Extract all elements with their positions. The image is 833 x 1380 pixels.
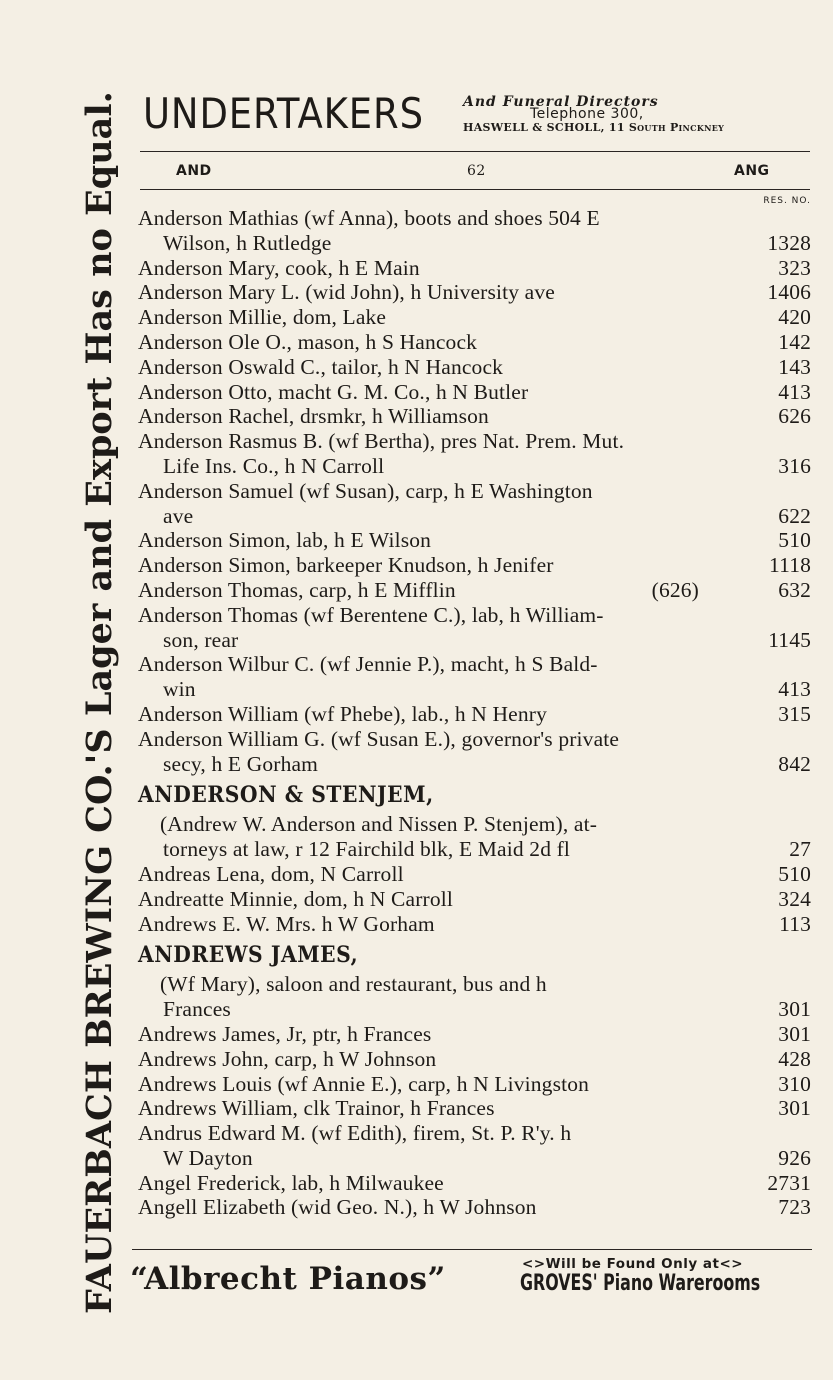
entry-text: Andrews William, clk Trainor, h Frances xyxy=(138,1096,495,1121)
residence-number: 626 xyxy=(778,404,811,429)
entry-text: son, rear xyxy=(163,627,239,652)
directory-entry xyxy=(138,1047,811,1072)
entry-line xyxy=(138,702,811,727)
entry-continuation-line xyxy=(138,752,811,777)
entry-line xyxy=(138,1195,811,1220)
entry-line xyxy=(138,479,811,504)
residence-number: 301 xyxy=(778,1021,811,1046)
directory-entry xyxy=(138,380,811,405)
residence-number: 316 xyxy=(778,453,811,478)
entry-text: win xyxy=(163,677,196,702)
entry-text: Anderson Otto, macht G. M. Co., h N Butler xyxy=(138,379,529,404)
entry-text: Wilson, h Rutledge xyxy=(163,230,332,255)
residence-number: 142 xyxy=(778,329,811,354)
entry-line xyxy=(138,280,811,305)
directory-entry xyxy=(138,887,811,912)
entry-line xyxy=(138,1072,811,1097)
entry-line xyxy=(138,355,811,380)
directory-entry xyxy=(138,1072,811,1097)
entry-line xyxy=(138,528,811,553)
residence-number: 842 xyxy=(778,751,811,776)
entry-continuation-line xyxy=(138,454,811,479)
entry-text: Anderson Oswald C., tailor, h N Hancock xyxy=(138,354,504,379)
residence-number: 1145 xyxy=(768,627,811,652)
residence-number: 323 xyxy=(778,255,811,280)
entry-line xyxy=(138,330,811,355)
residence-number: 143 xyxy=(778,354,811,379)
entry-text: Angel Frederick, lab, h Milwaukee xyxy=(138,1170,444,1195)
directory-entry xyxy=(138,256,811,281)
running-head-right: ANG xyxy=(734,163,770,179)
residence-number: 428 xyxy=(778,1046,811,1071)
telephone-line: Telephone 300, xyxy=(530,106,644,122)
residence-number: 413 xyxy=(778,677,811,702)
directory-entry xyxy=(138,1121,811,1171)
directory-entry xyxy=(138,206,811,256)
entry-line xyxy=(138,862,811,887)
residence-number: 926 xyxy=(778,1145,811,1170)
side-advertisement-text: FAUERBACH BREWING CO.'S Lager and Export Has no Equal. xyxy=(79,91,120,1314)
residence-number: 622 xyxy=(778,503,811,528)
entry-line xyxy=(138,380,811,405)
entry-text: Anderson Simon, barkeeper Knudson, h Jenifer xyxy=(138,553,554,578)
directory-entry xyxy=(138,479,811,529)
entry-text: Andreas Lena, dom, N Carroll xyxy=(138,861,404,886)
residence-number: 1406 xyxy=(767,280,811,305)
entry-text: Life Ins. Co., h N Carroll xyxy=(163,453,385,478)
residence-number: 2731 xyxy=(767,1170,811,1195)
entry-text: Andreatte Minnie, dom, h N Carroll xyxy=(138,886,453,911)
residence-number: 27 xyxy=(789,837,811,862)
undertakers-title: UNDERTAKERS xyxy=(143,89,424,138)
directory-entry xyxy=(138,355,811,380)
firm-heading: ANDREWS JAMES, xyxy=(138,942,359,969)
entry-line xyxy=(138,1096,811,1121)
residence-number: 510 xyxy=(778,861,811,886)
directory-entry xyxy=(138,528,811,553)
entry-text: Anderson Ole O., mason, h S Hancock xyxy=(138,329,478,354)
running-head-rule xyxy=(140,189,810,190)
entry-line xyxy=(138,578,811,603)
entry-line xyxy=(138,429,811,454)
entry-text: Anderson Thomas, carp, h E Mifflin xyxy=(138,577,456,602)
directory-entry xyxy=(138,1022,811,1047)
entry-text: Anderson Rasmus B. (wf Bertha), pres Nat. Prem. Mut. xyxy=(138,429,625,454)
footer-rule xyxy=(132,1249,812,1250)
entry-text: Angell Elizabeth (wid Geo. N.), h W Johnson xyxy=(138,1195,537,1220)
entry-line xyxy=(138,305,811,330)
residence-number: 632 xyxy=(778,577,811,602)
directory-listing xyxy=(138,206,811,1220)
entry-line xyxy=(138,553,811,578)
entry-line xyxy=(138,887,811,912)
entry-continuation-line xyxy=(138,837,811,862)
entry-text: Anderson Wilbur C. (wf Jennie P.), macht, h S Bald- xyxy=(138,652,598,677)
entry-text: torneys at law, r 12 Fairchild blk, E Maid 2d fl xyxy=(163,837,571,862)
entry-line xyxy=(138,652,811,677)
groves-warerooms: GROVES' Piano Warerooms xyxy=(520,1271,761,1296)
entry-text: ave xyxy=(163,503,194,528)
directory-entry xyxy=(138,280,811,305)
entry-text: (Wf Mary), saloon and restaurant, bus and h xyxy=(160,972,547,997)
directory-entry xyxy=(138,912,811,937)
directory-entry xyxy=(138,862,811,887)
entry-text: Anderson Mary, cook, h E Main xyxy=(138,255,420,280)
entry-continuation-line xyxy=(138,1146,811,1171)
residence-number: 1328 xyxy=(767,230,811,255)
albrecht-pianos-ad: “Albrecht Pianos” xyxy=(130,1261,446,1297)
entry-line xyxy=(138,603,811,628)
alternate-residence-number: (626) xyxy=(651,577,699,602)
entry-line xyxy=(138,1022,811,1047)
directory-entry xyxy=(138,305,811,330)
directory-entry xyxy=(138,1195,811,1220)
residence-number: 301 xyxy=(778,997,811,1022)
ornament-right-icon: <> xyxy=(719,1256,744,1272)
entry-text: Andrews John, carp, h W Johnson xyxy=(138,1046,437,1071)
entry-line xyxy=(138,972,811,997)
residence-number: 723 xyxy=(778,1195,811,1220)
directory-entry xyxy=(138,652,811,702)
entry-text: Andrews E. W. Mrs. h W Gorham xyxy=(138,911,435,936)
entry-continuation-line xyxy=(138,504,811,529)
entry-continuation-line xyxy=(138,677,811,702)
directory-entry xyxy=(138,429,811,479)
directory-entry xyxy=(138,404,811,429)
entry-line xyxy=(138,1047,811,1072)
page-number: 62 xyxy=(467,163,486,179)
side-advertisement xyxy=(75,92,125,1314)
residence-number: 1118 xyxy=(768,553,811,578)
directory-entry xyxy=(138,702,811,727)
footer-advertisement xyxy=(130,1256,810,1302)
entry-continuation-line xyxy=(138,231,811,256)
entry-text: Andrews Louis (wf Annie E.), carp, h N Livingston xyxy=(138,1071,590,1096)
directory-entry xyxy=(138,578,811,603)
page-header-advertisement xyxy=(140,90,815,140)
directory-entry xyxy=(138,603,811,653)
entry-text: secy, h E Gorham xyxy=(163,751,319,776)
residence-number: 113 xyxy=(779,911,811,936)
directory-entry xyxy=(138,727,811,777)
entry-text: Andrews James, Jr, ptr, h Frances xyxy=(138,1021,432,1046)
entry-line xyxy=(138,404,811,429)
directory-entry xyxy=(138,1171,811,1196)
residence-number: 420 xyxy=(778,305,811,330)
residence-number: 301 xyxy=(778,1096,811,1121)
header-rule xyxy=(140,151,810,152)
residence-number: 310 xyxy=(778,1071,811,1096)
entry-text: Anderson William (wf Phebe), lab., h N Henry xyxy=(138,701,547,726)
address-line: HASWELL & SCHOLL, 11 South Pinckney xyxy=(463,121,725,134)
entry-text: Anderson Millie, dom, Lake xyxy=(138,305,387,330)
entry-text: Anderson Mathias (wf Anna), boots and shoes 504 E xyxy=(138,206,600,230)
entry-line xyxy=(138,1121,811,1146)
entry-text: Anderson Simon, lab, h E Wilson xyxy=(138,528,432,553)
ornament-left-icon: <> xyxy=(522,1256,546,1272)
entry-continuation-line xyxy=(138,628,811,653)
entry-continuation-line xyxy=(138,997,811,1022)
directory-entry xyxy=(138,330,811,355)
directory-entry xyxy=(138,553,811,578)
entry-text: Frances xyxy=(163,997,231,1022)
entry-line xyxy=(138,727,811,752)
firm-heading: ANDERSON & STENJEM, xyxy=(138,782,434,809)
residence-number: 413 xyxy=(778,379,811,404)
residence-number: 315 xyxy=(778,701,811,726)
entry-text: Andrus Edward M. (wf Edith), firem, St. P. R'y. h xyxy=(138,1121,572,1146)
res-no-label: RES. NO. xyxy=(763,196,811,206)
entry-text: (Andrew W. Anderson and Nissen P. Stenjem), at- xyxy=(160,812,597,837)
entry-line xyxy=(138,1171,811,1196)
entry-line xyxy=(138,912,811,937)
entry-line xyxy=(138,256,811,281)
entry-text: Anderson Samuel (wf Susan), carp, h E Washington xyxy=(138,478,593,503)
funeral-directors-line: And Funeral Directors xyxy=(463,94,659,110)
directory-entry xyxy=(138,972,811,1022)
directory-entry xyxy=(138,812,811,862)
entry-text: Anderson Thomas (wf Berentene C.), lab, h William- xyxy=(138,602,604,627)
residence-number: 510 xyxy=(778,528,811,553)
entry-text: Anderson Rachel, drsmkr, h Williamson xyxy=(138,404,489,429)
directory-entry xyxy=(138,1096,811,1121)
entry-line xyxy=(138,812,811,837)
entry-text: Anderson William G. (wf Susan E.), governor's private xyxy=(138,726,620,751)
entry-line xyxy=(138,206,811,231)
residence-number: 324 xyxy=(778,886,811,911)
entry-text: W Dayton xyxy=(163,1145,253,1170)
running-head-left: AND xyxy=(176,163,212,179)
entry-text: Anderson Mary L. (wid John), h University ave xyxy=(138,280,555,305)
found-only-at-text: <>Will be Found Only at<> xyxy=(522,1256,744,1272)
